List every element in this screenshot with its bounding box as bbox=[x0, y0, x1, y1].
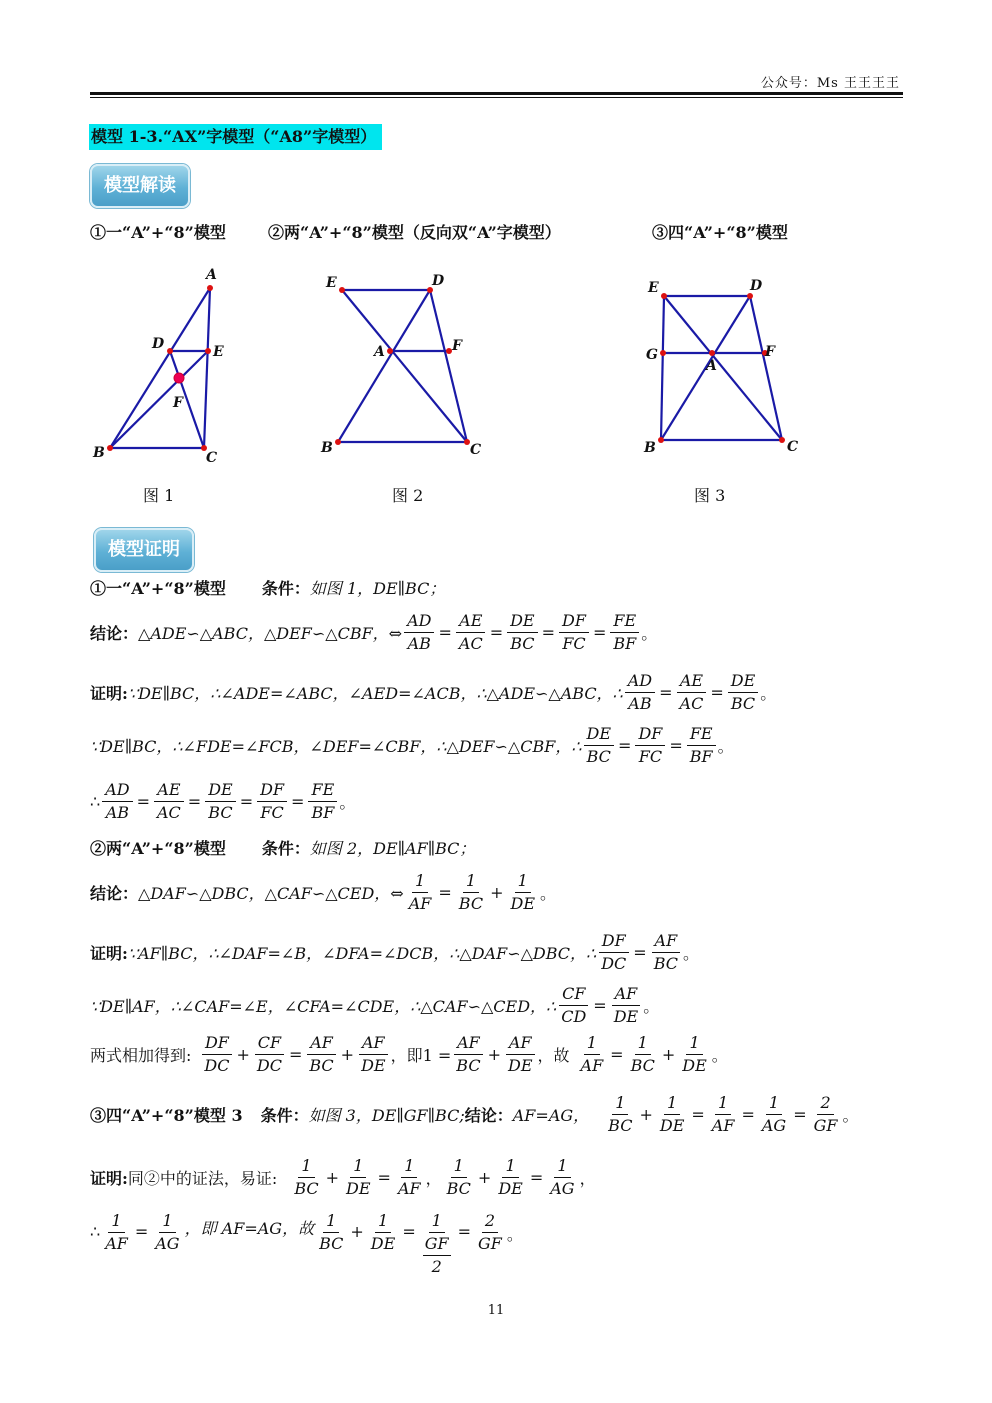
frac: $\frac{AD}{AB}$ bbox=[102, 779, 132, 824]
frac: $\frac{1}{AG}$ bbox=[155, 1211, 180, 1253]
s1-cond-text: 如图 1，DE∥BC； bbox=[309, 579, 446, 598]
fig2-label-E: E bbox=[326, 275, 337, 291]
frac: $\frac{AF}{DE}$ bbox=[505, 1032, 536, 1077]
fig1-label-A: A bbox=[206, 267, 217, 283]
header-rule-thin bbox=[90, 97, 903, 98]
s1-proof-line-3: ∴ $\frac{AD}{AB}$ = $\frac{AE}{AC}$ = $\frac{DE}{BC}$ = $\frac{DF}{FC}$ = $\frac{FE}{BF}$ 。 bbox=[90, 780, 356, 822]
frac: $\frac{1}{AF}$ bbox=[580, 1033, 604, 1075]
fig1-label-B: B bbox=[93, 445, 105, 461]
s2-proof-line-3: 两式相加得到: $\frac{DF}{DC}$ + $\frac{CF}{DC}$ = $\frac{AF}{BC}$ + $\frac{AF}{DE}$ ，即1 = $\frac{AF}{BC}$ + $\frac{AF}{DE}$ ，故 $\frac{1}{AF}$ = $\frac{1}{BC}$ + $\frac{1}{DE}$ 。 bbox=[90, 1033, 728, 1075]
frac-nested: 1 GF 2 bbox=[424, 1211, 449, 1276]
header-text: 公众号：Ms 王王王王 bbox=[760, 76, 900, 91]
frac: $\frac{2}{GF}$ bbox=[813, 1093, 838, 1135]
model-label-3: ③四“A”+“8”模型 bbox=[652, 223, 788, 242]
frac: $\frac{1}{DE}$ bbox=[659, 1093, 685, 1135]
figure-2 bbox=[310, 262, 500, 472]
frac: $\frac{DF}{FC}$ bbox=[635, 723, 665, 768]
frac: $\frac{FE}{BF}$ bbox=[687, 723, 716, 768]
s1-proof-label: 证明: bbox=[90, 684, 128, 703]
fig3-label-A: A bbox=[706, 358, 717, 374]
frac: $\frac{1}{DE}$ bbox=[498, 1156, 523, 1198]
fig3-label-B: B bbox=[644, 440, 656, 456]
frac: $\frac{AF}{BC}$ bbox=[306, 1032, 336, 1077]
fig2-label-C: C bbox=[470, 442, 482, 458]
frac: $\frac{1}{DE}$ bbox=[510, 871, 535, 913]
s3-head-line: ③四“A”+“8”模型 3 条件： 如图 3，DE∥GF∥BC; 结论： AF=AG， $\frac{1}{BC}$ + $\frac{1}{DE}$ = $\frac{1}{AF}$ = $\frac{1}{AG}$ = $\frac{2}{GF}$ 。 bbox=[90, 1093, 859, 1135]
s2-conclusion-line: 结论： △DAF∽△DBC，△CAF∽△CED，⇔ $\frac{1}{AF}$ = $\frac{1}{BC}$ + $\frac{1}{DE}$ 。 bbox=[90, 871, 557, 913]
fig2-label-D: D bbox=[432, 273, 445, 289]
frac: $\frac{1}{BC}$ bbox=[458, 871, 484, 913]
frac: $\frac{DE}{BC}$ bbox=[584, 723, 615, 768]
frac: $\frac{1}{BC}$ bbox=[294, 1156, 319, 1198]
fig1-label-D: D bbox=[152, 336, 165, 352]
badge-model-proof: 模型证明 bbox=[94, 528, 194, 572]
model-label-1: ①一“A”+“8”模型 bbox=[90, 223, 226, 242]
page-number: 11 bbox=[487, 1303, 505, 1318]
frac: $\frac{1}{AF}$ bbox=[105, 1211, 128, 1253]
frac: $\frac{1}{DE}$ bbox=[346, 1156, 371, 1198]
frac: $\frac{AE}{AC}$ bbox=[456, 610, 486, 655]
frac: $\frac{DF}{FC}$ bbox=[559, 610, 589, 655]
frac: $\frac{AD}{AB}$ bbox=[625, 670, 655, 715]
frac: $\frac{DF}{DC}$ bbox=[598, 930, 629, 975]
fig3-label-G: G bbox=[646, 347, 658, 363]
section-title: 模型 1-3.“AX”字模型（“A8”字模型） bbox=[89, 124, 382, 150]
frac: $\frac{1}{DE}$ bbox=[370, 1211, 396, 1253]
frac: $\frac{DE}{BC}$ bbox=[728, 670, 759, 715]
model-label-2: ②两“A”+“8”模型（反向双“A”字模型） bbox=[268, 223, 561, 242]
fig1-label-E: E bbox=[213, 344, 224, 360]
fig2-label-B: B bbox=[321, 440, 333, 456]
s3-head: ③四“A”+“8”模型 3 bbox=[90, 1106, 243, 1125]
fig3-label-C: C bbox=[787, 439, 799, 455]
frac: $\frac{1}{BC}$ bbox=[319, 1211, 344, 1253]
s1-proof-line-2: ∵DE∥BC，∴∠FDE=∠FCB，∠DEF=∠CBF，∴△DEF∽△CBF，∴ $\frac{DE}{BC}$ = $\frac{DF}{FC}$ = $\frac{FE}{BF}$ 。 bbox=[90, 724, 734, 766]
s1-proof-line-1: 证明: ∵DE∥BC，∴∠ADE=∠ABC，∠AED=∠ACB，∴△ADE∽△ABC，∴ $\frac{AD}{AB}$ = $\frac{AE}{AC}$ = $\frac{DE}{BC}$ 。 bbox=[90, 671, 777, 713]
s1-concl-text: △ADE∽△ABC，△DEF∽△CBF，⇔ bbox=[138, 624, 403, 643]
s1-conclusion-line: 结论： △ADE∽△ABC，△DEF∽△CBF，⇔ $\frac{AD}{AB}$ = $\frac{AE}{AC}$ = $\frac{DE}{BC}$ = $\frac{DF}{FC}$ = $\frac{FE}{BF}$ 。 bbox=[90, 611, 658, 653]
s1-head: ①一“A”+“8”模型 bbox=[90, 579, 226, 598]
s2-head: ②两“A”+“8”模型 bbox=[90, 839, 226, 858]
figure-3-caption: 图 3 bbox=[694, 486, 726, 505]
frac: $\frac{CF}{CD}$ bbox=[558, 983, 589, 1028]
frac: $\frac{DF}{FC}$ bbox=[257, 779, 287, 824]
fig1-label-F: F bbox=[173, 395, 183, 411]
fig2-label-F: F bbox=[452, 338, 462, 354]
frac: $\frac{AE}{AC}$ bbox=[677, 670, 707, 715]
s2-proof-line-1: 证明: ∵AF∥BC，∴∠DAF=∠B，∠DFA=∠DCB，∴△DAF∽△DBC，∴ $\frac{DF}{DC}$ = $\frac{AF}{BC}$ 。 bbox=[90, 931, 700, 973]
frac: $\frac{AF}{DE}$ bbox=[611, 983, 642, 1028]
s1-head-line bbox=[90, 576, 445, 599]
fig1-label-C: C bbox=[206, 450, 218, 466]
frac: $\frac{AD}{AB}$ bbox=[404, 610, 434, 655]
figure-2-caption: 图 2 bbox=[392, 486, 424, 505]
frac: $\frac{AF}{DE}$ bbox=[358, 1032, 389, 1077]
frac: $\frac{1}{BC}$ bbox=[608, 1093, 633, 1135]
fig2-label-A: A bbox=[374, 344, 385, 360]
frac: $\frac{CF}{DC}$ bbox=[254, 1032, 285, 1077]
s1-cond-label: 条件： bbox=[261, 579, 310, 598]
badge-model-interpret: 模型解读 bbox=[90, 164, 190, 208]
s3-proof-line-2: ∴ $\frac{1}{AF}$ = $\frac{1}{AG}$ ，即 AF=AG，故 $\frac{1}{BC}$ + $\frac{1}{DE}$ = 1 GF 2 = $\frac{2}{GF}$ 。 bbox=[90, 1211, 523, 1276]
s1-concl-label: 结论： bbox=[90, 624, 139, 643]
frac: $\frac{AF}{BC}$ bbox=[651, 930, 681, 975]
fig3-label-F: F bbox=[765, 344, 775, 360]
fig3-label-D: D bbox=[750, 278, 763, 294]
frac: $\frac{1}{AF}$ bbox=[408, 871, 432, 913]
frac: $\frac{1}{AG}$ bbox=[761, 1093, 787, 1135]
frac: $\frac{AF}{BC}$ bbox=[453, 1032, 483, 1077]
frac: $\frac{DE}{BC}$ bbox=[205, 779, 236, 824]
header-rule-thick bbox=[90, 92, 903, 95]
frac: $\frac{1}{AF}$ bbox=[711, 1093, 735, 1135]
frac: $\frac{2}{GF}$ bbox=[478, 1211, 502, 1253]
frac: $\frac{FE}{BF}$ bbox=[308, 779, 337, 824]
frac: $\frac{1}{BC}$ bbox=[446, 1156, 471, 1198]
frac: $\frac{1}{AF}$ bbox=[397, 1156, 421, 1198]
frac: $\frac{AE}{AC}$ bbox=[154, 779, 184, 824]
s3-proof-line-1: 证明: 同②中的证法，易证: $\frac{1}{BC}$ + $\frac{1}{DE}$ = $\frac{1}{AF}$ ， $\frac{1}{BC}$ + $\frac{1}{DE}$ = $\frac{1}{AG}$ ， bbox=[90, 1156, 596, 1198]
frac: $\frac{DF}{DC}$ bbox=[201, 1032, 232, 1077]
frac: $\frac{1}{BC}$ bbox=[630, 1033, 655, 1075]
fig3-label-E: E bbox=[648, 280, 659, 296]
frac: $\frac{DE}{BC}$ bbox=[507, 610, 538, 655]
figure-1-caption: 图 1 bbox=[143, 486, 175, 505]
frac: $\frac{1}{DE}$ bbox=[682, 1033, 707, 1075]
s2-proof-line-2: ∵DE∥AF，∴∠CAF=∠E，∠CFA=∠CDE，∴△CAF∽△CED，∴ $\frac{CF}{CD}$ = $\frac{AF}{DE}$ 。 bbox=[90, 984, 660, 1026]
figure-3 bbox=[630, 262, 810, 472]
frac: $\frac{FE}{BF}$ bbox=[610, 610, 639, 655]
frac: $\frac{1}{AG}$ bbox=[550, 1156, 575, 1198]
figure-1 bbox=[80, 262, 240, 472]
s2-head-line: ②两“A”+“8”模型 条件： 如图 2，DE∥AF∥BC； bbox=[90, 836, 475, 859]
